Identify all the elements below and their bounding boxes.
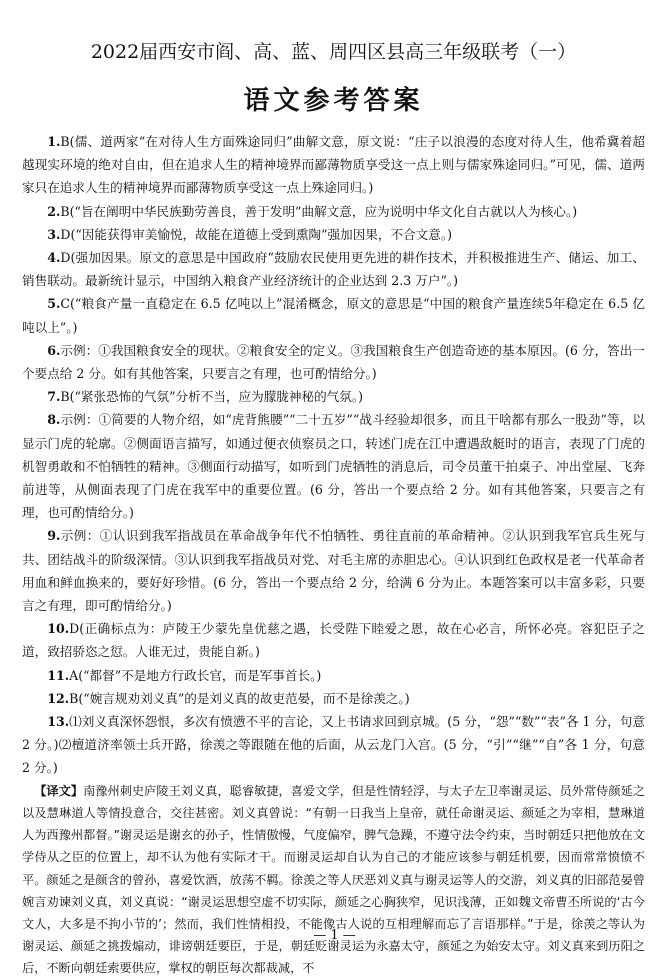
answer-list <box>22 130 645 980</box>
answer-item: 2.B(“旨在阐明中华民族勤劳善良，善于发明”曲解文意，应为说明中华文化自古就以人为核心。) <box>47 203 578 219</box>
exam-header: 2022届西安市阎、高、蓝、周四区县高三年级联考（一） <box>90 41 577 63</box>
answer-item: 10.D(正确标点为：庐陵王少蒙先皇优慈之遇，长受陛下睦爱之恩，故在心必言，所怀必亮。容犯臣子之道，致招骄恣之愆。人谁无过，贵能自新。) <box>22 621 645 660</box>
translation-paragraph <box>22 780 645 980</box>
answer-item: 3.D(“因能获得审美愉悦，故能在道德上受到熏陶”强加因果，不合文意。) <box>47 226 453 242</box>
answer-item: 11.A(“都督”不是地方行政长官，而是军事首长。) <box>47 667 322 683</box>
answer-item: 4.D(强加因果。原文的意思是中国政府“鼓励农民使用更先进的耕作技术，并积极推进生产、储运、加工、销售联动。最新统计显示，中国纳入粮食产业经济统计的企业达到 2.3 万户”。) <box>22 250 645 289</box>
translation-label: 【译文】 <box>34 783 84 798</box>
answer-item: 9.示例：①认识到我军指战员在革命战争年代不怕牺牲、勇往直前的革命精神。②认识到我军官兵生死与共、团结战斗的阶级深情。③认识到我军指战员对党、对毛主席的赤胆忠心。④认识到红色政权是老一代革命者用血和鲜血换来的，要好好珍惜。(6 分，答出一个要点给 2 分，给满 6 分为止。本题答案可以丰富多彩，只要言之有理，即可酌情给分。) <box>22 528 645 614</box>
answer-item: 5.C(“粮食产量一直稳定在 6.5 亿吨以上”混淆概念，原文的意思是“中国的粮食产量连续5年稳定在 6.5 亿吨以上”。) <box>22 296 645 335</box>
answer-item: 6.示例：①我国粮食安全的现状。②粮食安全的定义。③我国粮食生产创造奇迹的基本原因。(6 分，答出一个要点给 2 分。如有其他答案，只要言之有理，也可酌情给分。) <box>22 342 645 382</box>
answer-item: 8.示例：①简要的人物介绍，如“虎背熊腰”“二十五岁”“战斗经验却很多，而且干啥都有那么一股劲”等，以显示门虎的轮廓。②侧面语言描写，如通过便衣侦察员之口，转述门虎在江中遭遇敌艇时的语言，表现了门虎的机智勇敢和不怕牺牲的精神。③侧面行动描写，如听到门虎牺牲的消息后，司令员董干拍桌子、冲出堂屋、飞奔前进等，从侧面表现了门虎在我军中的重要位置。(6 分，答出一个要点给 2 分。如有其他答案，只要言之有理，也可酌情给分。) <box>22 412 645 521</box>
translation-text: 南豫州刺史庐陵王刘义真，聪睿敏捷，喜爱文学，但是性情轻浮，与太子左卫率谢灵运、员外常侍颜延之以及慧琳道人等情投意合，交往甚密。刘义真曾说：“有朝一日我当上皇帝，就任命谢灵运、颜延之为宰相，慧琳道人为西豫州都督。”谢灵运是谢玄的孙子，性情傲慢，气度偏窄，脾气急躁，不遵守法令约束，当时朝廷只把他放在文学侍从之臣的位置上，却不认为他有实际才干。而谢灵运却自认为自己的才能应该参与朝廷机要，因而常常愤愤不平。颜延之是颜含的曾孙，喜爱饮酒，放荡不羁。徐羡之等人厌恶刘义真与谢灵运等人的交游，刘义真的旧部范晏曾婉言劝谏刘义真，刘义真说：“谢灵运思想空虚不切实际，颜延之心胸狭窄，见识浅薄，正如魏文帝曹丕所说的‘古今文人，大多是不拘小节的’；然而，我们性情相投，不能像古人说的互相理解而忘了言语那样。”于是，徐羡之等认为谢灵运、颜延之挑拨煽动，诽谤朝廷要臣，于是，朝廷贬谢灵运为永嘉太守，颜延之为始安太守。刘义真来到历阳之后，不断向朝廷索要供应，掌权的朝臣每次都裁减，不 <box>22 783 646 976</box>
answer-item: 7.B(“紧张恐怖的气氛”分析不当，应为朦胧神秘的气氛。) <box>47 389 364 405</box>
page-title: 语文参考答案 <box>243 86 424 116</box>
answer-item: 13.⑴刘义真深怀怨恨，多次有愤懑不平的言论，又上书请求回到京城。(5 分，“怨”“数”“表”各 1 分，句意 2 分。)⑵檀道济率领士兵开路，徐羡之等跟随在他的后面，从云龙门入宫。(5 分，“引”“继”“自”各 1 分，句意 2 分。) <box>22 714 645 776</box>
page-number: — 1 — <box>313 928 356 943</box>
answer-item: 1.B(儒、道两家“在对待人生方面殊途同归”曲解文意，原文说：“庄子以浪漫的态度对待人生，他希冀着超越现实环境的绝对自由，但在追求人生的精神境界而鄙薄物质享受这一点上则与儒家殊途同归。”可见，儒、道两家只在追求人生的精神境界而鄙薄物质享受这一点上殊途同归。) <box>22 134 645 196</box>
answer-item: 12.B(“婉言规劝刘义真”的是刘义真的故吏范晏，而不是徐羡之。) <box>47 690 410 706</box>
